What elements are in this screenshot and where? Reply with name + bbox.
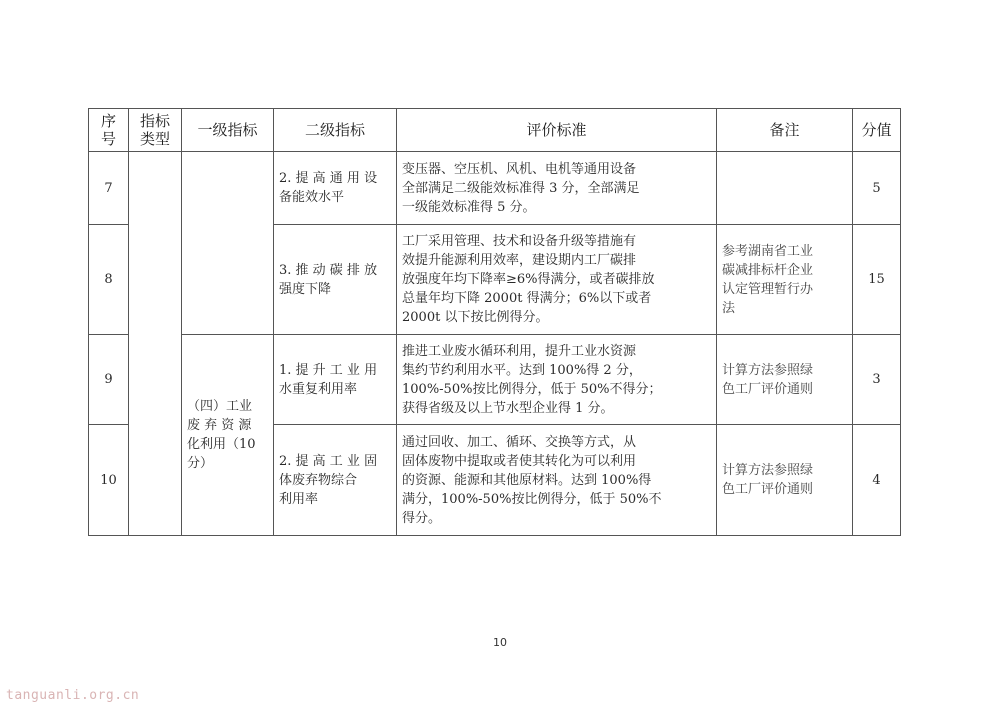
level2-indicator: 1. 提 升 工 业 用 水重复利用率 bbox=[274, 335, 397, 425]
header-type: 指标 类型 bbox=[129, 109, 182, 152]
remark-cell: 计算方法参照绿 色工厂评价通则 bbox=[717, 335, 853, 425]
row-number: 7 bbox=[89, 152, 129, 225]
table-header-row bbox=[89, 109, 901, 152]
header-num: 序 号 bbox=[89, 109, 129, 152]
level2-indicator: 2. 提 高 工 业 固 体废弃物综合 利用率 bbox=[274, 425, 397, 536]
evaluation-criteria: 变压器、空压机、风机、电机等通用设备 全部满足二级能效标准得 3 分，全部满足 一级能效标准得 5 分。 bbox=[397, 152, 717, 225]
watermark: tanguanli.org.cn bbox=[6, 688, 140, 703]
level1-cell-continued bbox=[182, 152, 274, 335]
score-cell: 15 bbox=[853, 225, 901, 335]
row-number: 10 bbox=[89, 425, 129, 536]
table-row bbox=[89, 152, 901, 225]
header-level2: 二级指标 bbox=[274, 109, 397, 152]
page-number: 10 bbox=[493, 636, 507, 649]
remark-cell: 参考湖南省工业 碳减排标杆企业 认定管理暂行办 法 bbox=[717, 225, 853, 335]
level2-indicator: 3. 推 动 碳 排 放 强度下降 bbox=[274, 225, 397, 335]
header-note: 备注 bbox=[717, 109, 853, 152]
remark-cell bbox=[717, 152, 853, 225]
level2-indicator: 2. 提 高 通 用 设 备能效水平 bbox=[274, 152, 397, 225]
row-number: 8 bbox=[89, 225, 129, 335]
score-cell: 4 bbox=[853, 425, 901, 536]
score-cell: 5 bbox=[853, 152, 901, 225]
indicator-table bbox=[88, 108, 901, 536]
evaluation-criteria: 通过回收、加工、循环、交换等方式，从 固体废物中提取或者使其转化为可以利用 的资源、能源和其他原材料。达到 100%得 满分，100%-50%按比例得分，低于 50%不 得分。 bbox=[397, 425, 717, 536]
header-criteria: 评价标准 bbox=[397, 109, 717, 152]
row-number: 9 bbox=[89, 335, 129, 425]
remark-cell: 计算方法参照绿 色工厂评价通则 bbox=[717, 425, 853, 536]
evaluation-criteria: 工厂采用管理、技术和设备升级等措施有 效提升能源利用效率，建设期内工厂碳排 放强度年均下降率≥6%得满分，或者碳排放 总量年均下降 2000t 得满分；6%以下或者 2000t 以下按比例得分。 bbox=[397, 225, 717, 335]
score-cell: 3 bbox=[853, 335, 901, 425]
level1-indicator-group: （四）工业 废 弃 资 源 化利用（10 分） bbox=[182, 335, 274, 536]
header-score: 分值 bbox=[853, 109, 901, 152]
header-level1: 一级指标 bbox=[182, 109, 274, 152]
table-row bbox=[89, 335, 901, 425]
evaluation-criteria: 推进工业废水循环利用，提升工业水资源 集约节约利用水平。达到 100%得 2 分， 100%-50%按比例得分，低于 50%不得分； 获得省级及以上节水型企业得 1 分。 bbox=[397, 335, 717, 425]
indicator-type-cell bbox=[129, 152, 182, 536]
